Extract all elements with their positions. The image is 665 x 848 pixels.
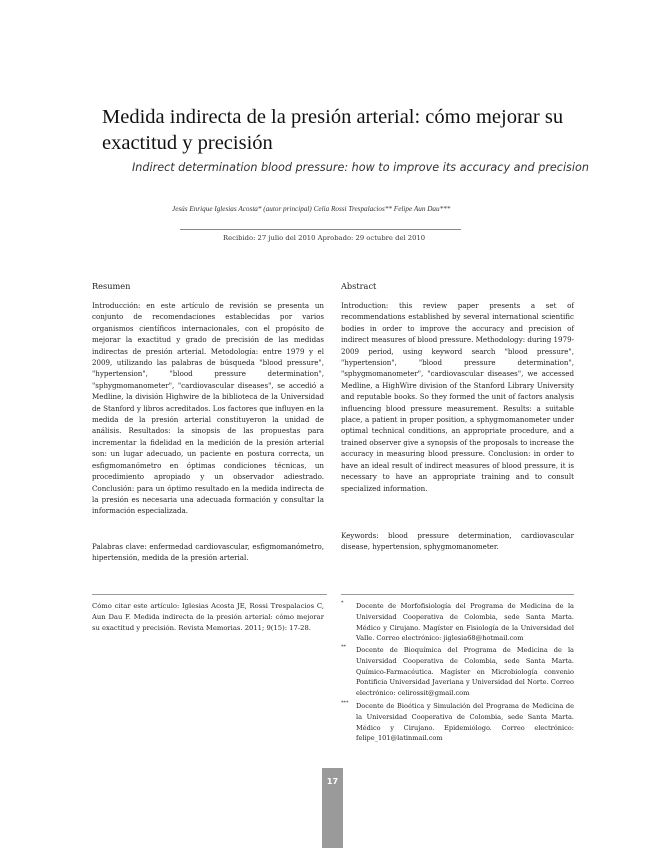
article-title: Medida indirecta de la presión arterial: cómo mejorar su exactitud y precisión <box>102 106 564 154</box>
resumen-text: Introducción: en este artículo de revisión se presenta un conjunto de recomendaciones establecidas por varios organismos científicos internacionales, con el propósito de mejorar la exactitud y grado de precisión de las medidas indirectas de presión arterial. Metodología: entre 1979 y el 2009, utilizando las palabras de búsqueda "blood pressure", "hypertension", "blood pressure determination", "sphygmomanometer", "cardiovascular diseases", se accedió a Medline, la división Highwire de la biblioteca de la Universidad de Stanford y libros acreditados. Los factores que influyen en la medida de la presión arterial constituyeron la unidad de análisis. Resultados: la sinopsis de las propuestas para incrementar la fidelidad en la medición de la presión arterial son: un lugar adecuado, un paciente en postura correcta, un esfigmomanómetro en óptimas condiciones técnicas, un procedimiento apropiado y un observador adiestrado. Conclusión: para un óptimo resultado en la medida indirecta de la presión es necesaria una adecuada formación y consultar la información especializada. <box>92 301 324 516</box>
footnote-text: Docente de Bioética y Simulación del Programa de Medicina de la Universidad Cooperativa de Colombia, sede Santa Marta. Médico y Cirujano. Epidemiólogo. Correo electrónico: felipe_101@latinmail.com <box>356 702 574 743</box>
footnote-3 <box>341 701 574 744</box>
resumen-heading: Resumen <box>92 281 131 291</box>
footnote-divider <box>341 594 574 595</box>
authors-line: Jesús Enrique Iglesias Acosta* (autor principal) Celia Rossi Trespalacios** Felipe Aun Dau*** <box>172 205 451 213</box>
footnote-2 <box>341 645 574 699</box>
page-number-tab <box>322 768 343 848</box>
resumen-keywords-text: Palabras clave: enfermedad cardiovascular, esfigmomanómetro, hipertensión, medida de la presión arterial. <box>92 542 324 563</box>
resumen-body <box>92 300 324 517</box>
footnote-mark: *** <box>341 700 349 706</box>
footnote-mark: ** <box>341 644 346 650</box>
footnote-mark: * <box>341 600 344 606</box>
abstract-keywords <box>341 530 574 553</box>
footnote-1 <box>341 601 574 644</box>
abstract-body <box>341 300 574 494</box>
citation-note: Cómo citar este artículo: Iglesias Acosta JE, Rossi Trespalacios C, Aun Dau F. Medida indirecta de la presión arterial: cómo mejorar su exactitud y precisión. Revista Memorias. 2011; 9(15): 17-28. <box>92 602 324 632</box>
article-subtitle: Indirect determination blood pressure: how to improve its accuracy and precision <box>132 161 589 174</box>
abstract-heading: Abstract <box>341 281 377 291</box>
received-dates: Recibido: 27 julio del 2010 Aprobado: 29 octubre del 2010 <box>223 234 426 242</box>
page-number: 17 <box>326 777 339 786</box>
footnote-text: Docente de Bioquímica del Programa de Medicina de la Universidad Cooperativa de Colombia, sede Santa Marta. Químico-Farmacéutica. Magíster en Microbiología convenio Pontificia Universidad Javeriana y Universidad del Norte. Correo electrónico: celirossit@gmail.com <box>356 646 574 698</box>
citation-divider <box>92 594 327 595</box>
resumen-keywords <box>92 541 324 564</box>
abstract-text: Introduction: this review paper presents a set of recommendations established by several international scientific bodies in order to improve the accuracy and precision of indirect measures of blood pressure. Methodology: during 1979-2009 period, using keyword search "blood pressure", "hypertension", "blood pressure determination", "sphygmomanometer", "cardiovascular diseases", we accessed Medline, a HighWire division of the Stanford Library University and reputable books. So they formed the unit of factors analysis influencing blood pressure measurement. Results: a suitable place, a patient in proper position, a sphygmomanometer under optimal technical conditions, an appropriate procedure, and a trained observer give a synopsis of the proposals to increase the accuracy in measuring blood pressure. Conclusion: in order to have an ideal result of indirect measures of blood pressure, it is necessary to have an appropriate training and to consult specialized information. <box>341 301 574 493</box>
footnote-text: Docente de Morfofisiología del Programa de Medicina de la Universidad Cooperativa de Colombia, sede Santa Marta. Médico y Cirujano. Magíster en Fisiología de la Universidad del Valle. Correo electrónico: jiglesia68@hotmail.com <box>356 602 574 643</box>
abstract-keywords-text: Keywords: blood pressure determination, cardiovascular disease, hypertension, sphygmomanometer. <box>341 531 574 552</box>
header-divider <box>180 229 461 230</box>
